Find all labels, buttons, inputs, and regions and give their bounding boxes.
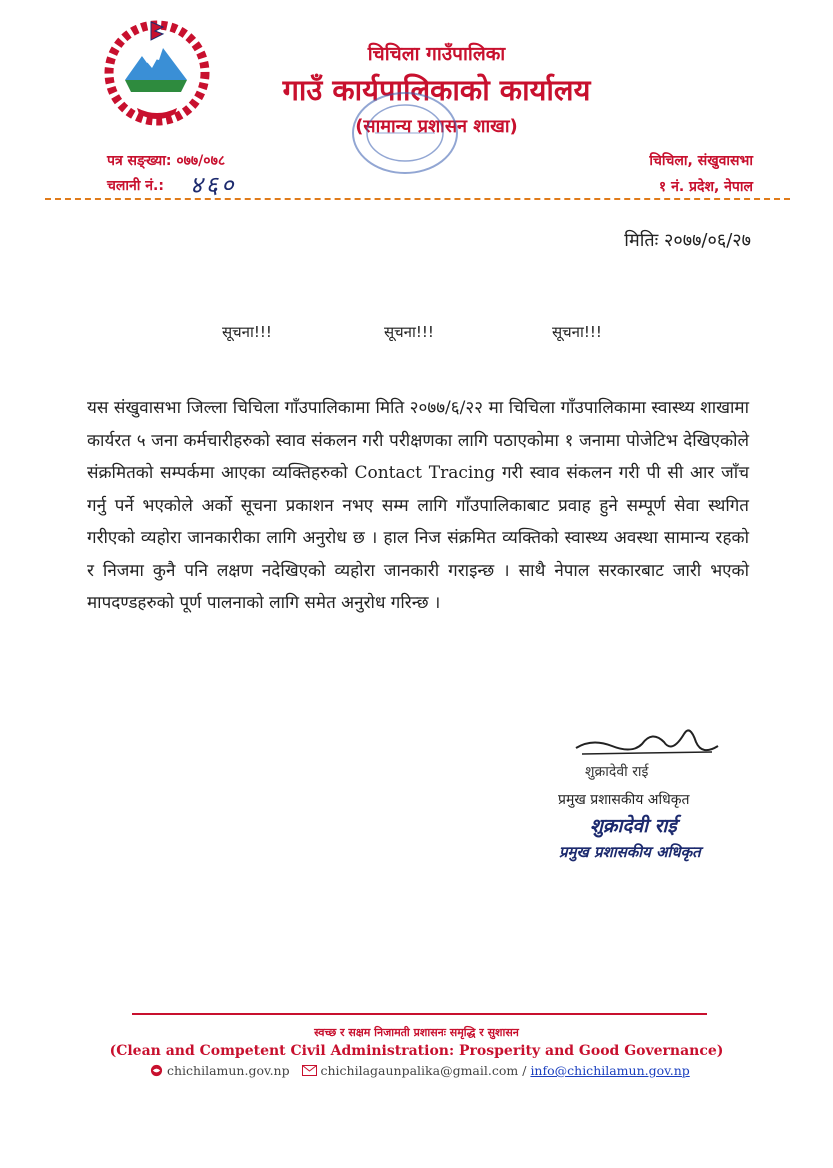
signatory-name: शुक्रादेवी राई	[585, 764, 649, 780]
info-email-link[interactable]: info@chichilamun.gov.np	[530, 1063, 690, 1078]
stamp-title: प्रमुख प्रशासकीय अधिकृत	[559, 843, 701, 861]
notice-body: यस संखुवासभा जिल्ला चिचिला गाँउपालिकामा मिति २०७७/६/२२ मा चिचिला गाँउपालिकामा स्वास्थ्य शाखामा कार्यरत ५ जना कर्मचारीहरुको स्वाव संकलन गरी परीक्षणका लागि पठाएकोमा १ जनामा पोजेटिभ देखिएकोले संक्रमितको सम्पर्कमा आएका व्यक्तिहरुको Contact Tracing गरी स्वाव संकलन गरी पी सी आर जाँच गर्नु पर्ने भएकोले अर्को सूचना प्रकाशन नभए सम्म लागि गाँउपालिकाबाट प्रवाह हुने सम्पूर्ण सेवा स्थगित गरीएको व्यहोरा जानकारीका लागि अनुरोध छ । हाल निज संक्रमित व्यक्तिको स्वास्थ्य अवस्था सामान्य रहको र निजमा कुनै पनि लक्षण नदेखिएको व्यहोरा जानकारी गराइन्छ । साथै नेपाल सरकारबाट जारी भएको मापदण्डहरुको पूर्ण पालनाको लागि समेत अनुरोध गरिन्छ ।	[87, 398, 749, 613]
contact-line	[150, 1063, 690, 1080]
header-divider	[45, 198, 790, 200]
office-stamp-icon	[345, 88, 465, 178]
stamp-name: शुक्रादेवी राई	[590, 815, 677, 837]
branch-name: (सामान्य प्रशासन शाखा)	[355, 116, 518, 137]
municipality-name: चिचिला गाउँपालिका	[367, 43, 506, 65]
signatory-title: प्रमुख प्रशासकीय अधिकृत	[558, 792, 690, 808]
notice-heading: सूचना!!!	[552, 323, 602, 341]
email-link[interactable]: chichilagaunpalika@gmail.com	[320, 1063, 519, 1078]
motto-english: (Clean and Competent Civil Administration: Prosperity and Good Governance)	[109, 1043, 724, 1059]
letter-date: मितिः २०७७/०६/२७	[624, 230, 751, 251]
motto-nepali: स्वच्छ र सक्षम निजामती प्रशासनः समृद्धि र सुशासन	[314, 1026, 519, 1039]
address-line-2: १ नं. प्रदेश, नेपाल	[658, 179, 753, 195]
contact-separator: /	[522, 1063, 527, 1078]
globe-icon	[150, 1064, 163, 1080]
notice-heading: सूचना!!!	[222, 323, 272, 341]
website-link[interactable]: chichilamun.gov.np	[166, 1063, 290, 1078]
footer-divider	[132, 1013, 707, 1015]
office-title: गाउँ कार्यपालिकाको कार्यालय	[282, 73, 591, 107]
notice-heading: सूचना!!!	[384, 323, 434, 341]
reference-number: पत्र सङ्ख्या: ०७७/०७८	[107, 153, 226, 169]
dispatch-number: ४६०	[190, 171, 237, 199]
envelope-icon	[302, 1064, 317, 1079]
address-line-1: चिचिला, संखुवासभा	[649, 153, 753, 169]
dispatch-label: चलानी नं.:	[107, 178, 164, 194]
